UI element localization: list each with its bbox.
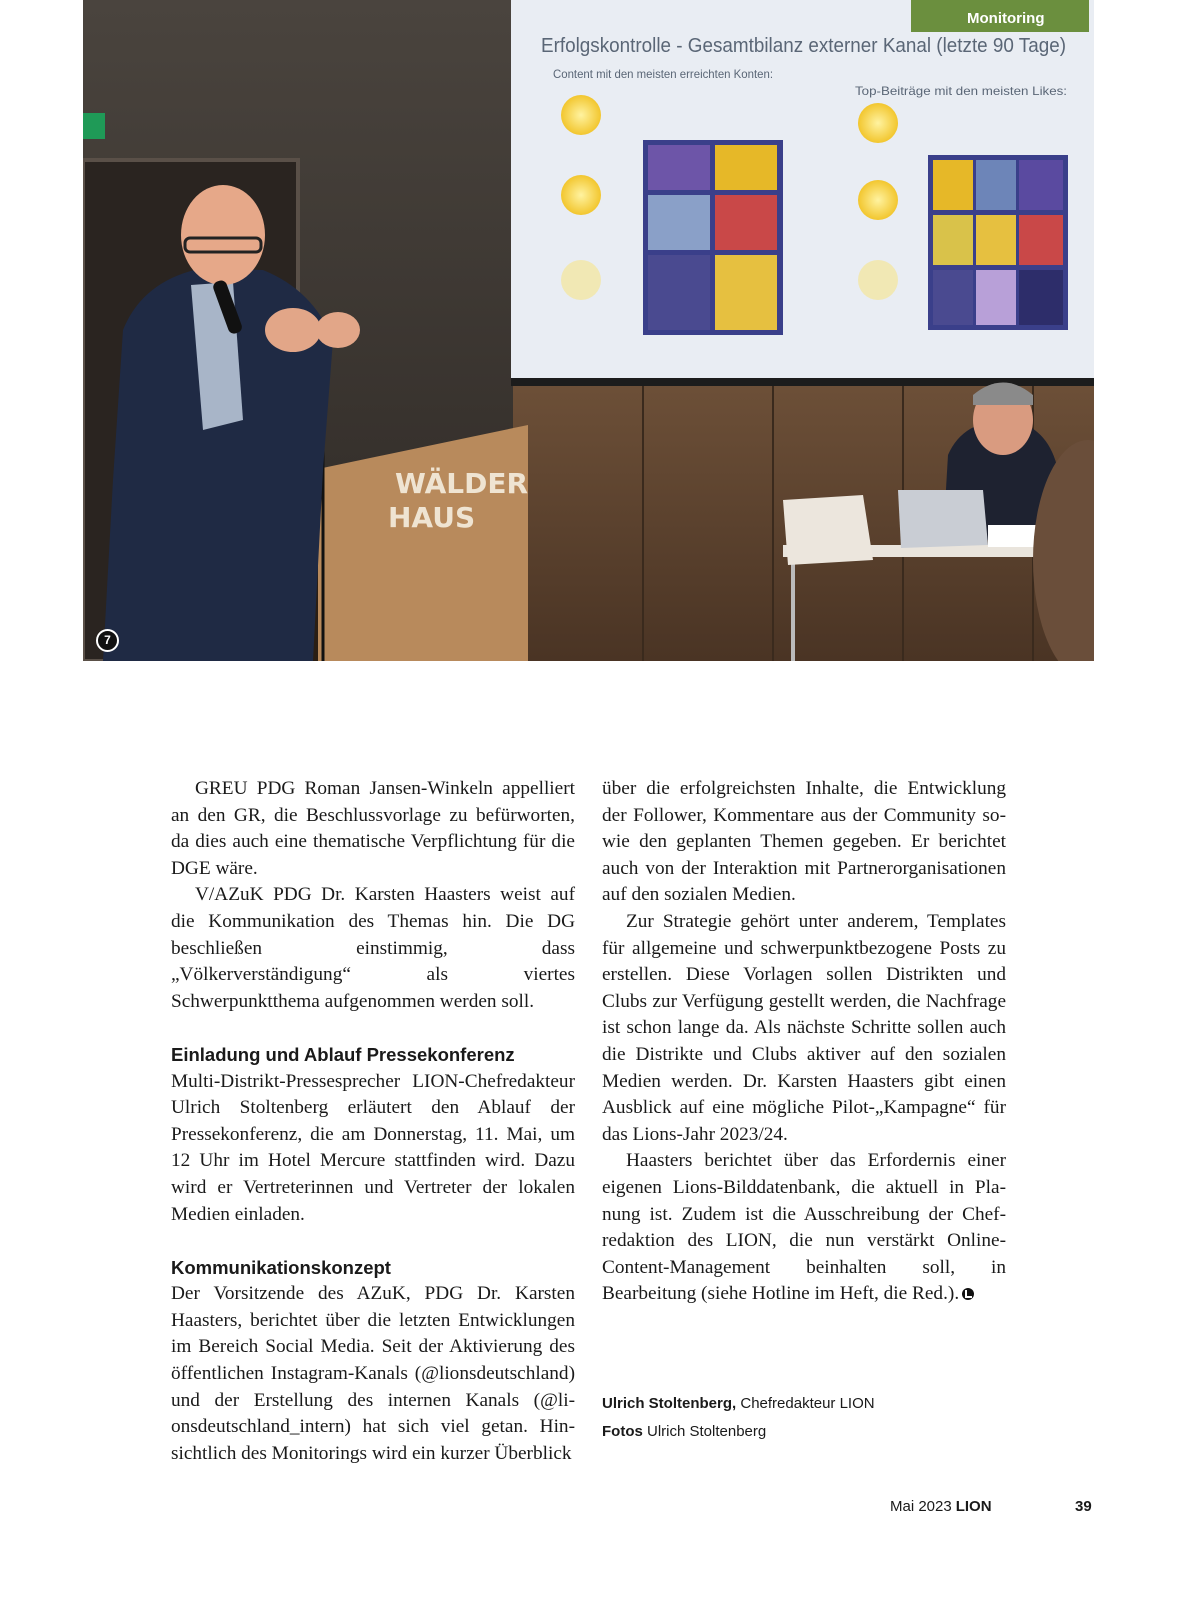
issue-date: Mai 2023	[890, 1498, 952, 1515]
photo-credit	[602, 1418, 875, 1446]
magazine-name: LION	[955, 1498, 992, 1515]
laptop	[898, 490, 988, 548]
podium-text-1: WÄLDER	[395, 467, 529, 500]
photos-label: Fotos	[602, 1423, 643, 1440]
paragraph: V/AZuK PDG Dr. Karsten Haasters weist auf die Kommunikation des Themas hin. Die DG beschließen einstimmig, dass „Völkerverständigung“ als viertes Schwerpunktthema aufgenommen werden soll.	[171, 884, 575, 1012]
photos-name: Ulrich Stoltenberg	[647, 1423, 767, 1440]
podium-text-2: HAUS	[388, 501, 476, 534]
slide-left-heading: Content mit den meisten erreichten Konten:	[553, 67, 773, 81]
paragraph: Zur Strategie gehört unter anderem, Templates für allgemeine und schwerpunktbezogene Posts zu erstellen. Diese Vorlagen sollen Distrikten und Clubs zur Verfügung gestellt werden, die Nachfrage ist schon lange da. Als nächste Schritte sollen auch die Distrikte und Clubs aktiver auf den sozialen Medien werden. Dr. Karsten Haasters gibt einen Ausblick auf eine mögliche Pilot-„Kampagne“ für das Lions-Jahr 2023/24.	[602, 910, 1006, 1145]
paragraph: Multi-Distrikt-Pressesprecher LION-Chefredakteur Ulrich Stoltenberg erläutert den Ablauf der Pressekonferenz, die am Donnerstag, 11. Mai, um 12 Uhr im Hotel Mercure stattfinden wird. Dazu wird er Vertreterinnen und Vertreter der lokalen Medien einladen.	[171, 1070, 575, 1225]
end-mark-icon	[962, 1288, 974, 1300]
paragraph-final	[602, 1148, 1006, 1308]
slide-badge-icon	[858, 260, 898, 300]
credits	[602, 1390, 875, 1446]
author-role: Chefredakteur LION	[740, 1395, 875, 1412]
slide-right-heading: Top-Beiträge mit den meisten Likes:	[855, 84, 1067, 98]
slide-thumbnail-grid-left	[643, 140, 783, 335]
photo-scene	[83, 0, 1094, 661]
author-credit	[602, 1390, 875, 1418]
section-heading: Kommunikationskonzept	[171, 1256, 391, 1278]
photo-number-badge: 7	[96, 629, 119, 652]
paragraph: GREU PDG Roman Jansen-Winkeln appelliert an den GR, die Beschlussvorlage zu befürworten, da dies auch eine thematische Verpflichtung für die DGE wäre.	[171, 778, 575, 879]
slide-tag: Monitoring	[967, 10, 1045, 27]
slide-thumbnail-grid-right	[928, 155, 1068, 330]
article-photo	[83, 0, 1094, 661]
chair	[783, 495, 873, 565]
footer-issue	[890, 1498, 992, 1515]
article-column-right	[602, 776, 1006, 1308]
slide-badge-icon	[858, 180, 898, 220]
exit-sign-icon	[83, 113, 105, 139]
paragraph: über die erfolgreichsten Inhalte, die Entwicklung der Follower, Kommentare aus der Community sowie den geplanten Themen gegeben. Er berichtet auch von der Interaktion mit Partnerorganisationen auf den sozialen Medien.	[602, 778, 1006, 906]
author-name: Ulrich Stoltenberg,	[602, 1395, 737, 1412]
slide-title: Erfolgskontrolle - Gesamtbilanz externer Kanal (letzte 90 Tage)	[541, 35, 1066, 57]
page-number: 39	[1075, 1498, 1092, 1515]
slide-badge-icon	[561, 260, 601, 300]
slide-badge-icon	[561, 175, 601, 215]
slide-badge-icon	[561, 95, 601, 135]
paragraph: Der Vorsitzende des AZuK, PDG Dr. Karsten Haasters, berichtet über die letzten Entwicklungen im Bereich Social Media. Seit der Aktivierung des öffentlichen Instagram-Kanals (@lionsdeutschland) und der Erstellung des internen Kanals (@lionsdeutschland_intern) hat sich viel getan. Hinsichtlich des Monitorings wird ein kurzer Überblick	[171, 1283, 575, 1464]
slide-badge-icon	[858, 103, 898, 143]
section-heading: Einladung und Ablauf Pressekonferenz	[171, 1043, 515, 1065]
article-column-left	[171, 776, 575, 1467]
paragraph-text: Haasters berichtet über das Erfordernis einer eigenen Lions-Bilddatenbank, die aktuell in Planung ist. Zudem ist die Ausschreibung der Chefredaktion des LION, die nun verstärkt Online-Content-Management beinhalten soll, in Bearbeitung (siehe Hotline im Heft, die Red.).	[602, 1150, 1006, 1305]
